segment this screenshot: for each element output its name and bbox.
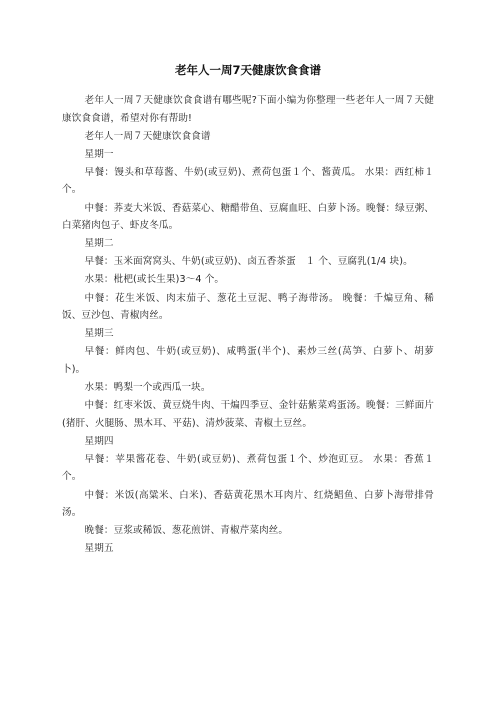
tuesday-lunch-dinner: 中餐：花生米饭、肉末茄子、葱花土豆泥、鸭子海带汤。 晚餐：千煸豆角、稀饭、豆沙包、青椒肉丝。 <box>62 292 434 322</box>
section-heading: 老年人一周７天健康饮食食谱 <box>84 130 211 142</box>
document-title: 老年人一周7天健康饮食食谱 <box>174 63 321 77</box>
wednesday-fruit: 水果：鸭梨一个或西瓜一块。 <box>84 382 211 393</box>
wednesday-lunch-dinner: 中餐：红枣米饭、黄豆烧牛肉、干煸四季豆、金针菇紫菜鸡蛋汤。晚餐：三鲜面片(猪肝、火腿肠、黑木耳、平菇)、清炒菠菜、青椒土豆丝。 <box>62 400 434 429</box>
tuesday-fruit: 水果：枇杷(或长生果)3～4 个。 <box>84 274 225 286</box>
day-heading-monday: 星期一 <box>84 148 114 160</box>
day-heading-wednesday: 星期三 <box>84 328 114 340</box>
monday-lunch-dinner: 中餐：荞麦大米饭、香菇菜心、糖醋带鱼、豆腐血旺、白萝卜汤。晚餐：绿豆粥、白菜猪肉包子、虾皮冬瓜。 <box>62 202 434 232</box>
thursday-dinner: 晚餐：豆浆或稀饭、葱花煎饼、青椒芹菜肉丝。 <box>84 525 289 537</box>
day-heading-tuesday: 星期二 <box>84 238 114 250</box>
document-page <box>62 62 434 558</box>
monday-breakfast: 早餐：馒头和草莓酱、牛奶(或豆奶)、煮荷包蛋１个、酱黄瓜。 水果：西红柿１个。 <box>62 166 434 196</box>
day-heading-thursday: 星期四 <box>84 435 114 447</box>
thursday-breakfast: 早餐：苹果酱花卷、牛奶(或豆奶)、煮荷包蛋１个、炒泡豇豆。 水果：香蕉１个。 <box>62 453 434 483</box>
wednesday-breakfast: 早餐：鲜肉包、牛奶(或豆奶)、咸鸭蛋(半个)、素炒三丝(莴笋、白萝卜、胡萝卜)。 <box>62 346 434 375</box>
intro-paragraph: 老年人一周７天健康饮食食谱有哪些呢?下面小编为你整理一些老年人一周７天健康饮食食谱，希望对你有帮助! <box>62 95 434 124</box>
tuesday-breakfast: 早餐：玉米面窝窝头、牛奶(或豆奶)、卤五香茶蛋 １ 个、豆腐乳(1/4 块)。 <box>84 256 413 268</box>
thursday-lunch: 中餐：米饭(高粱米、白米)、香菇黄花黑木耳肉片、红烧鲳鱼、白萝卜海带排骨汤。 <box>62 489 434 519</box>
day-heading-friday: 星期五 <box>84 543 114 555</box>
